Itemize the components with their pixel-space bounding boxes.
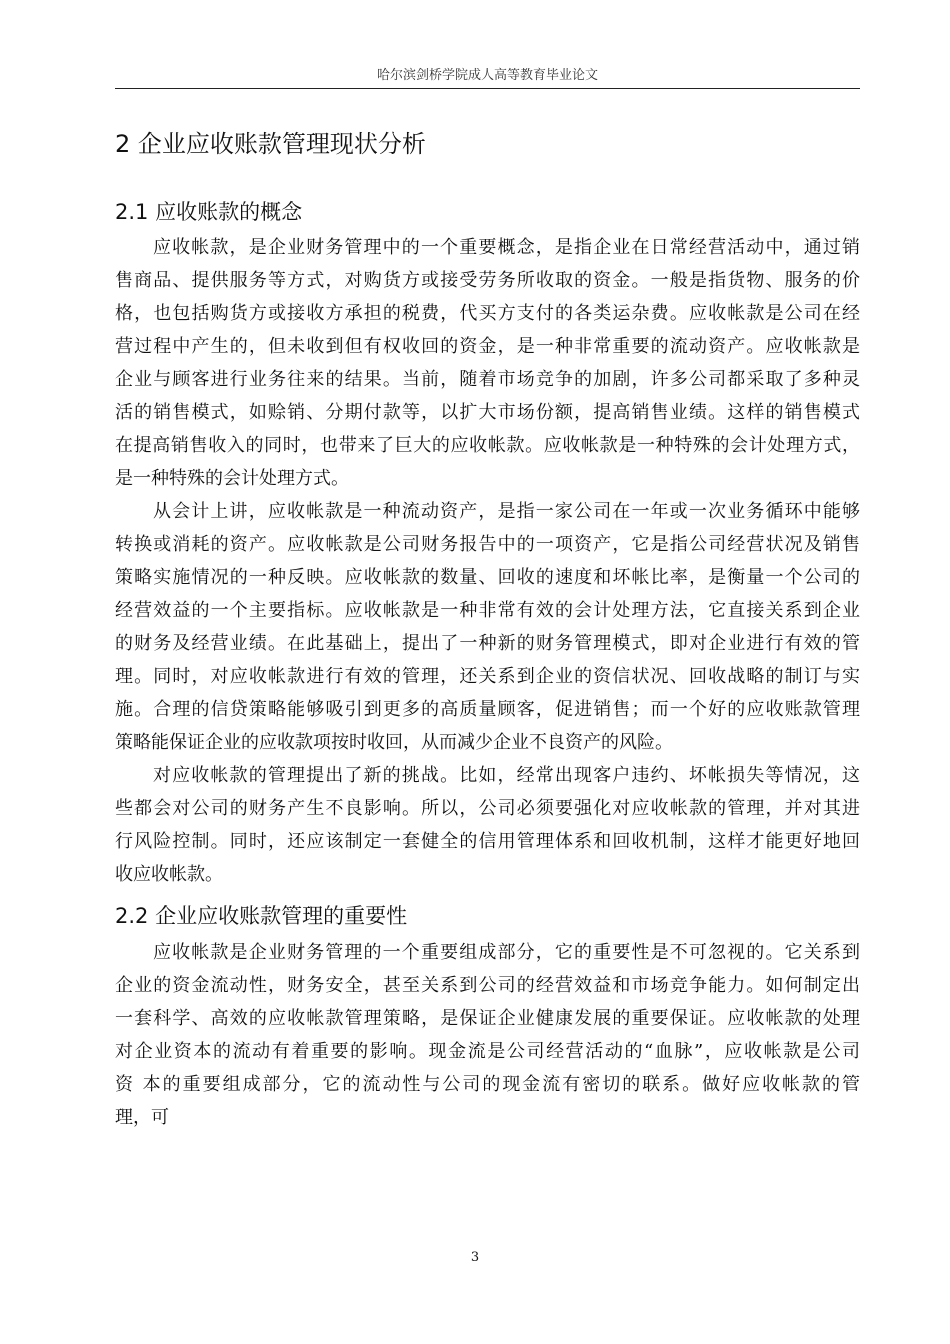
paragraph bbox=[115, 936, 860, 1134]
paragraph-line: 企业与顾客进行业务往来的结果。当前，随着市场竞争的加剧，许多公司都采取了多种灵 bbox=[115, 369, 860, 390]
paragraph-line: 策略实施情况的一种反映。应收帐款的数量、回收的速度和坏帐比率，是衡量一个公司的 bbox=[115, 567, 860, 588]
paragraph-line: 企业的资金流动性，财务安全，甚至关系到公司的经营效益和市场竞争能力。如何制定出 bbox=[115, 975, 860, 996]
paragraph bbox=[115, 495, 860, 759]
section-title-2-2: 2.2 企业应收账款管理的重要性 bbox=[115, 904, 408, 928]
paragraph-line: 经营效益的一个主要指标。应收帐款是一种非常有效的会计处理方法，它直接关系到企业 bbox=[115, 600, 860, 621]
paragraph-line: 应收帐款，是企业财务管理中的一个重要概念，是指企业在日常经营活动中，通过销 bbox=[153, 237, 860, 258]
page-number: 3 bbox=[470, 1250, 480, 1265]
paragraph-line: 施。合理的信贷策略能够吸引到更多的高质量顾客，促进销售；而一个好的应收账款管理 bbox=[115, 699, 860, 720]
paragraph-line: 营过程中产生的，但未收到但有权收回的资金，是一种非常重要的流动资产。应收帐款是 bbox=[115, 336, 860, 357]
paragraph bbox=[115, 759, 860, 891]
paragraph-line: 理。同时，对应收帐款进行有效的管理，还关系到企业的资信状况、回收战略的制订与实 bbox=[115, 666, 860, 687]
paragraph-line: 对企业资本的流动有着重要的影响。现金流是公司经营活动的“血脉”，应收帐款是公司 bbox=[115, 1041, 860, 1062]
paragraph-line: 的财务及经营业绩。在此基础上，提出了一种新的财务管理模式，即对企业进行有效的管 bbox=[115, 633, 860, 654]
paragraph-line: 理，可 bbox=[115, 1107, 169, 1128]
paragraph-line: 应收帐款是企业财务管理的一个重要组成部分，它的重要性是不可忽视的。它关系到 bbox=[153, 942, 860, 963]
paragraph-line: 行风险控制。同时，还应该制定一套健全的信用管理体系和回收机制，这样才能更好地回 bbox=[115, 831, 860, 852]
paragraph-line: 转换或消耗的资产。应收帐款是公司财务报告中的一项资产，它是指公司经营状况及销售 bbox=[115, 534, 860, 555]
running-header: 哈尔滨剑桥学院成人高等教育毕业论文 bbox=[376, 68, 598, 83]
paragraph-line: 格，也包括购货方或接收方承担的税费，代买方支付的各类运杂费。应收帐款是公司在经 bbox=[115, 303, 860, 324]
paragraph-line: 从会计上讲，应收帐款是一种流动资产，是指一家公司在一年或一次业务循环中能够 bbox=[153, 501, 860, 522]
paragraph-line: 资 本的重要组成部分，它的流动性与公司的现金流有密切的联系。做好应收帐款的管 bbox=[115, 1074, 860, 1095]
chapter-title: 2 企业应收账款管理现状分析 bbox=[115, 130, 426, 158]
paragraph bbox=[115, 231, 860, 495]
paragraph-line: 活的销售模式，如赊销、分期付款等，以扩大市场份额，提高销售业绩。这样的销售模式 bbox=[115, 402, 860, 423]
paragraph-line: 些都会对公司的财务产生不良影响。所以，公司必须要强化对应收帐款的管理，并对其进 bbox=[115, 798, 860, 819]
paragraph-line: 收应收帐款。 bbox=[115, 864, 223, 885]
paragraph-line: 售商品、提供服务等方式，对购货方或接受劳务所收取的资金。一般是指货物、服务的价 bbox=[115, 270, 860, 291]
section-title-2-1: 2.1 应收账款的概念 bbox=[115, 200, 303, 224]
paragraph-line: 策略能保证企业的应收款项按时收回，从而减少企业不良资产的风险。 bbox=[115, 732, 673, 753]
section-2-1-body bbox=[115, 231, 860, 891]
header-rule bbox=[115, 88, 860, 89]
paragraph-line: 对应收帐款的管理提出了新的挑战。比如，经常出现客户违约、坏帐损失等情况，这 bbox=[153, 765, 860, 786]
paragraph-line: 在提高销售收入的同时，也带来了巨大的应收帐款。应收帐款是一种特殊的会计处理方式， bbox=[115, 435, 860, 456]
paragraph-line: 是一种特殊的会计处理方式。 bbox=[115, 468, 349, 489]
paragraph-line: 一套科学、高效的应收帐款管理策略，是保证企业健康发展的重要保证。应收帐款的处理 bbox=[115, 1008, 860, 1029]
section-2-2-body bbox=[115, 936, 860, 1134]
